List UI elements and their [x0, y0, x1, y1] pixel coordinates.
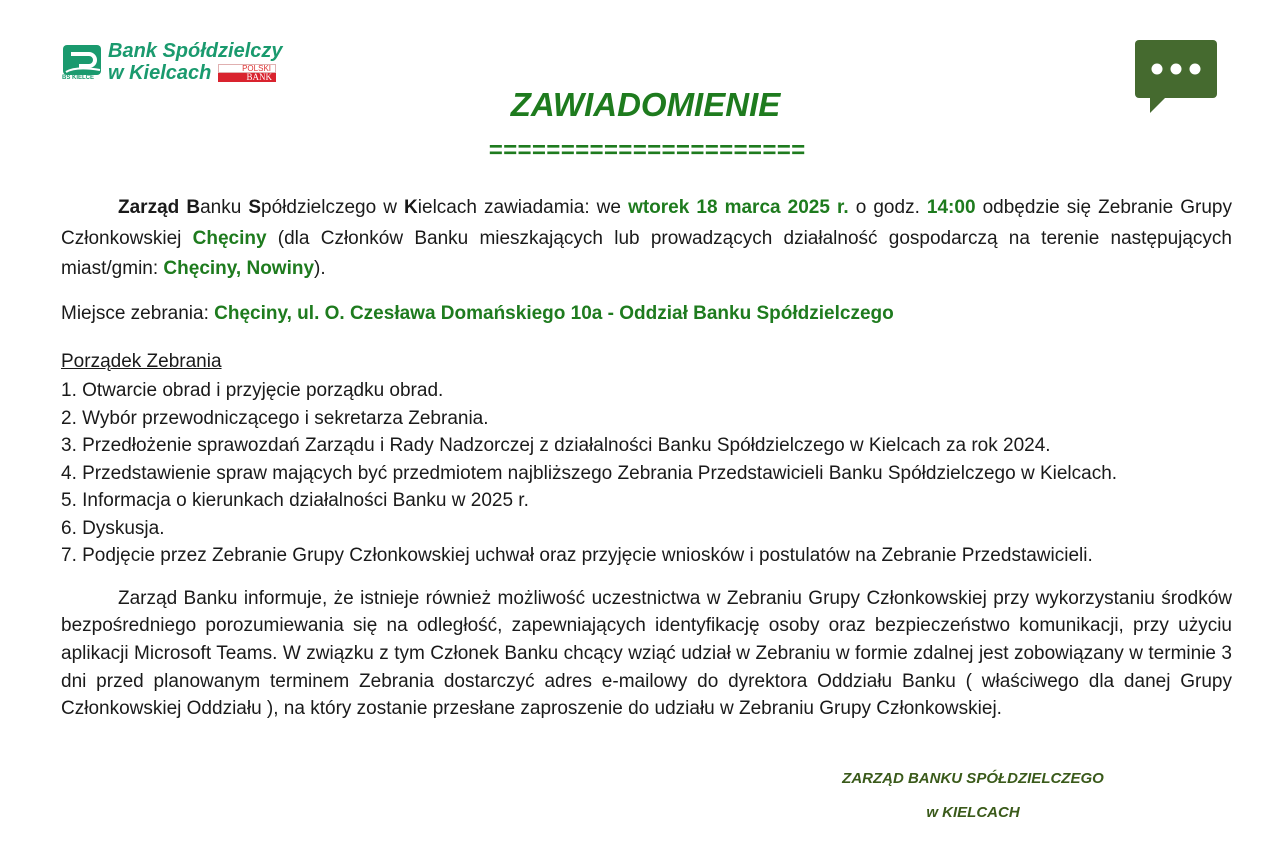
p1-seg: S: [248, 197, 262, 218]
bank-name-line1: Bank Spółdzielczy: [108, 40, 283, 62]
meeting-time: 14:00: [926, 197, 976, 218]
agenda-item: 3. Przedłożenie sprawozdań Zarządu i Rady Nadzorczej z działalności Banku Spółdzielczego w Kielcach za rok 2024.: [61, 435, 1051, 456]
p1-seg: ).: [314, 258, 326, 279]
notice-paragraph-1: [61, 193, 1232, 285]
signature-line2: w KIELCACH: [926, 804, 1020, 821]
agenda-item: 1. Otwarcie obrad i przyjęcie porządku obrad.: [61, 380, 444, 401]
signature-line1: ZARZĄD BANKU SPÓŁDZIELCZEGO: [842, 770, 1104, 787]
title-rule: ======================: [488, 139, 806, 166]
bank-logo: [62, 40, 302, 86]
p1-seg: K: [404, 197, 418, 218]
notice-title: ZAWIADOMIENIE: [510, 86, 781, 123]
meeting-place-value: Chęciny, ul. O. Czesława Domańskiego 10a - Oddział Banku Spółdzielczego: [214, 302, 894, 324]
agenda-item: 2. Wybór przewodniczącego i sekretarza Zebrania.: [61, 407, 489, 429]
towns: Chęciny, Nowiny: [163, 258, 315, 279]
bank-logo-small-text: BS KIELCE: [62, 75, 95, 81]
meeting-place: [61, 299, 1232, 330]
signature: [820, 762, 1126, 830]
p1-seg: odbędzie się Zebranie Grupy Członkowskiej: [61, 197, 1232, 249]
agenda-item: 7. Podjęcie przez Zebranie Grupy Członkowskiej uchwał oraz przyjęcie wniosków i postulatów na Zebranie Przedstawicieli.: [61, 545, 1093, 566]
p1-seg: B: [186, 197, 201, 218]
agenda-item: 5. Informacja o kierunkach działalności Banku w 2025 r.: [61, 490, 529, 511]
meeting-date: wtorek 18 marca 2025 r.: [628, 197, 849, 218]
p1-seg: półdzielczego w: [261, 197, 405, 218]
p1-seg: Zarząd: [118, 197, 187, 218]
p1-seg: (dla Członków Banku mieszkających lub prowadzących działalność gospodarczą na terenie następujących miast/gmin:: [61, 227, 1232, 279]
polski-bank-badge: [218, 64, 276, 82]
member-group: Chęciny: [192, 227, 267, 249]
polski-bank-top: POLSKI: [218, 64, 276, 73]
polski-bank-bottom: BANK: [218, 73, 276, 82]
meeting-place-label: Miejsce zebrania:: [61, 302, 215, 324]
agenda-list: [61, 377, 1232, 570]
agenda-title: Porządek Zebrania: [61, 351, 222, 372]
p1-seg: anku: [200, 197, 249, 218]
agenda-heading: [61, 347, 1232, 377]
p1-seg: ielcach zawiadamia: we: [417, 197, 629, 218]
agenda-item: 4. Przedstawienie spraw mających być przedmiotem najbliższego Zebrania Przedstawicieli Banku Spółdzielczego w Kielcach.: [61, 462, 1118, 484]
p1-seg: o godz.: [848, 197, 927, 218]
notice-paragraph-2: Zarząd Banku informuje, że istnieje również możliwość uczestnictwa w Zebraniu Grupy Członkowskiej przy wykorzystaniu środków bezpośredniego porozumiewania się na odległość, zapewniających identyfikację osoby oraz bezpieczeństwo komunikacji, przy użyciu aplikacji Microsoft Teams. W związku z tym Członek Banku chcący wziąć udział w Zebraniu w formie zdalnej jest zobowiązany w terminie 3 dni przed planowanym terminem Zebrania dostarczyć adres e-mailowy do dyrektora Oddziału Banku ( właściwego dla danej Grupy Członkowskiej Oddziału ), na który zostanie przesłane zaproszenie do udziału w Zebraniu Grupy Członkowskiej.: [61, 587, 1232, 720]
agenda-item: 6. Dyskusja.: [61, 517, 165, 539]
notice-body: [61, 193, 1232, 723]
bank-name-line2: w Kielcach: [108, 62, 212, 84]
